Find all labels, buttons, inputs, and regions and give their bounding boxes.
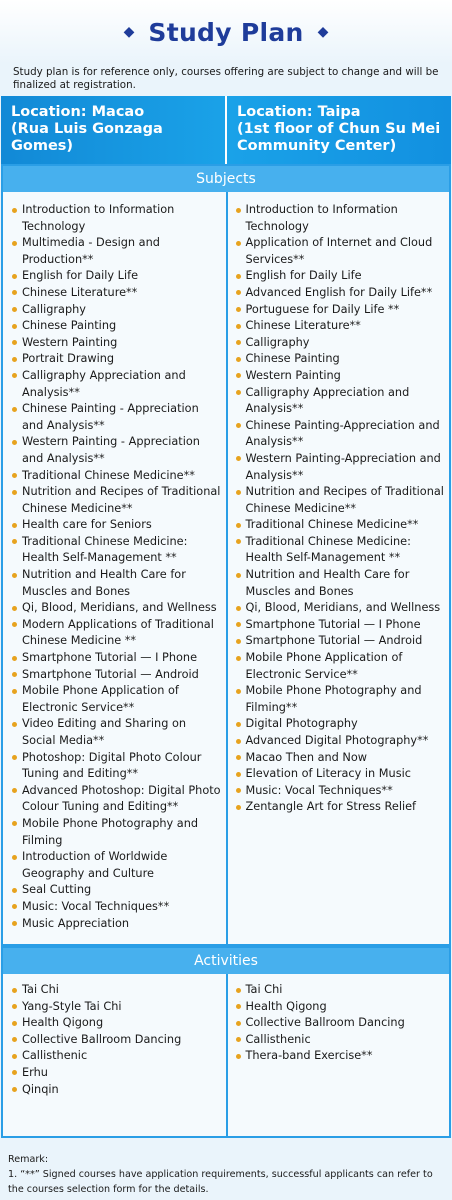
subject-item: Calligraphy xyxy=(11,302,222,319)
subject-item: Music: Vocal Techniques** xyxy=(235,783,446,800)
activity-item: Health Qigong xyxy=(11,1015,222,1032)
page-title: Study Plan xyxy=(148,17,304,47)
remark-title: Remark: xyxy=(8,1154,49,1165)
subject-item: Chinese Painting xyxy=(11,318,222,335)
title-bar xyxy=(0,0,452,64)
subject-item: Seal Cutting xyxy=(11,882,222,899)
activities-section xyxy=(1,946,451,1138)
location-macao xyxy=(1,96,225,164)
subject-item: Chinese Painting xyxy=(235,351,446,368)
subjects-taipa-column xyxy=(226,192,450,944)
activity-item: Erhu xyxy=(11,1065,222,1082)
subject-item: Elevation of Literacy in Music xyxy=(235,766,446,783)
subject-item: Zentangle Art for Stress Relief xyxy=(235,799,446,816)
activity-item: Qinqin xyxy=(11,1082,222,1099)
subject-item: Calligraphy xyxy=(235,335,446,352)
activity-item: Tai Chi xyxy=(11,982,222,999)
subject-item: Calligraphy Appreciation and Analysis** xyxy=(11,368,222,401)
subject-item: Western Painting xyxy=(11,335,222,352)
subjects-section xyxy=(1,164,451,946)
subject-item: Portrait Drawing xyxy=(11,351,222,368)
activities-heading: Activities xyxy=(3,946,449,974)
subject-item: Mobile Phone Photography and Filming** xyxy=(235,683,446,716)
activity-item: Health Qigong xyxy=(235,999,446,1016)
subject-item: English for Daily Life xyxy=(235,268,446,285)
subject-item: Macao Then and Now xyxy=(235,750,446,767)
subject-item: Advanced English for Daily Life** xyxy=(235,285,446,302)
subject-item: Advanced Photoshop: Digital Photo Colour Tuning and Editing** xyxy=(11,783,222,816)
subject-item: Nutrition and Health Care for Muscles and Bones xyxy=(235,567,446,600)
activity-item: Collective Ballroom Dancing xyxy=(11,1032,222,1049)
subject-item: Traditional Chinese Medicine** xyxy=(235,517,446,534)
activity-item: Callisthenic xyxy=(235,1032,446,1049)
activities-taipa-column xyxy=(226,974,450,1136)
subject-item: Chinese Literature** xyxy=(11,285,222,302)
subject-item: Application of Internet and Cloud Services** xyxy=(235,235,446,268)
activity-item: Thera-band Exercise** xyxy=(235,1048,446,1065)
activity-item: Collective Ballroom Dancing xyxy=(235,1015,446,1032)
activities-taipa-list xyxy=(235,982,446,1065)
subjects-taipa-list xyxy=(235,202,446,816)
subject-item: Mobile Phone Application of Electronic Service** xyxy=(235,650,446,683)
subject-item: Advanced Digital Photography** xyxy=(235,733,446,750)
subject-item: Music: Vocal Techniques** xyxy=(11,899,222,916)
subject-item: Mobile Phone Photography and Filming xyxy=(11,816,222,849)
subject-item: Mobile Phone Application of Electronic Service** xyxy=(11,683,222,716)
subject-item: Western Painting-Appreciation and Analysis** xyxy=(235,451,446,484)
diamond-icon: ◆ xyxy=(317,24,329,40)
subject-item: Chinese Painting - Appreciation and Analysis** xyxy=(11,401,222,434)
subject-item: Nutrition and Recipes of Traditional Chinese Medicine** xyxy=(235,484,446,517)
subject-item: English for Daily Life xyxy=(11,268,222,285)
subject-item: Portuguese for Daily Life ** xyxy=(235,302,446,319)
intro-text: Study plan is for reference only, courses offering are subject to change and will be finalized at registration. xyxy=(13,66,439,91)
activity-item: Yang-Style Tai Chi xyxy=(11,999,222,1016)
subject-item: Introduction to Information Technology xyxy=(235,202,446,235)
subject-item: Traditional Chinese Medicine: Health Self-Management ** xyxy=(235,534,446,567)
activities-macao-list xyxy=(11,982,222,1098)
location-line: Location: Taipa xyxy=(237,104,361,120)
activities-macao-column xyxy=(3,974,226,1136)
subject-item: Qi, Blood, Meridians, and Wellness xyxy=(11,600,222,617)
remark-note: 1. “**” Signed courses have application requirements, successful applicants can refer to the courses selection form for the details. xyxy=(8,1169,433,1195)
subject-item: Music Appreciation xyxy=(11,916,222,933)
location-line: Community Center) xyxy=(237,138,397,154)
subject-item: Smartphone Tutorial — Android xyxy=(235,633,446,650)
subject-item: Western Painting xyxy=(235,368,446,385)
subject-item: Chinese Painting-Appreciation and Analysis** xyxy=(235,418,446,451)
diamond-icon: ◆ xyxy=(123,24,135,40)
subject-item: Smartphone Tutorial — Android xyxy=(11,667,222,684)
subject-item: Digital Photography xyxy=(235,716,446,733)
activity-item: Tai Chi xyxy=(235,982,446,999)
subject-item: Smartphone Tutorial — I Phone xyxy=(235,617,446,634)
subject-item: Western Painting - Appreciation and Analysis** xyxy=(11,434,222,467)
location-line: (1st floor of Chun Su Mei xyxy=(237,121,441,137)
subject-item: Smartphone Tutorial — I Phone xyxy=(11,650,222,667)
subject-item: Chinese Literature** xyxy=(235,318,446,335)
subjects-heading: Subjects xyxy=(3,164,449,192)
location-taipa xyxy=(225,96,451,164)
subjects-macao-column xyxy=(3,192,226,944)
activity-item: Callisthenic xyxy=(11,1048,222,1065)
subject-item: Multimedia - Design and Production** xyxy=(11,235,222,268)
subject-item: Introduction to Information Technology xyxy=(11,202,222,235)
subject-item: Nutrition and Recipes of Traditional Chinese Medicine** xyxy=(11,484,222,517)
subject-item: Introduction of Worldwide Geography and Culture xyxy=(11,849,222,882)
subject-item: Nutrition and Health Care for Muscles and Bones xyxy=(11,567,222,600)
subjects-macao-list xyxy=(11,202,222,932)
remark xyxy=(0,1138,452,1197)
subject-item: Video Editing and Sharing on Social Media** xyxy=(11,716,222,749)
subject-item: Qi, Blood, Meridians, and Wellness xyxy=(235,600,446,617)
location-line: (Rua Luis Gonzaga Gomes) xyxy=(11,121,163,154)
subject-item: Modern Applications of Traditional Chinese Medicine ** xyxy=(11,617,222,650)
location-header xyxy=(1,96,451,164)
subject-item: Traditional Chinese Medicine** xyxy=(11,468,222,485)
subject-item: Photoshop: Digital Photo Colour Tuning and Editing** xyxy=(11,750,222,783)
location-line: Location: Macao xyxy=(11,104,145,120)
subject-item: Traditional Chinese Medicine: Health Self-Management ** xyxy=(11,534,222,567)
subject-item: Health care for Seniors xyxy=(11,517,222,534)
subject-item: Calligraphy Appreciation and Analysis** xyxy=(235,385,446,418)
